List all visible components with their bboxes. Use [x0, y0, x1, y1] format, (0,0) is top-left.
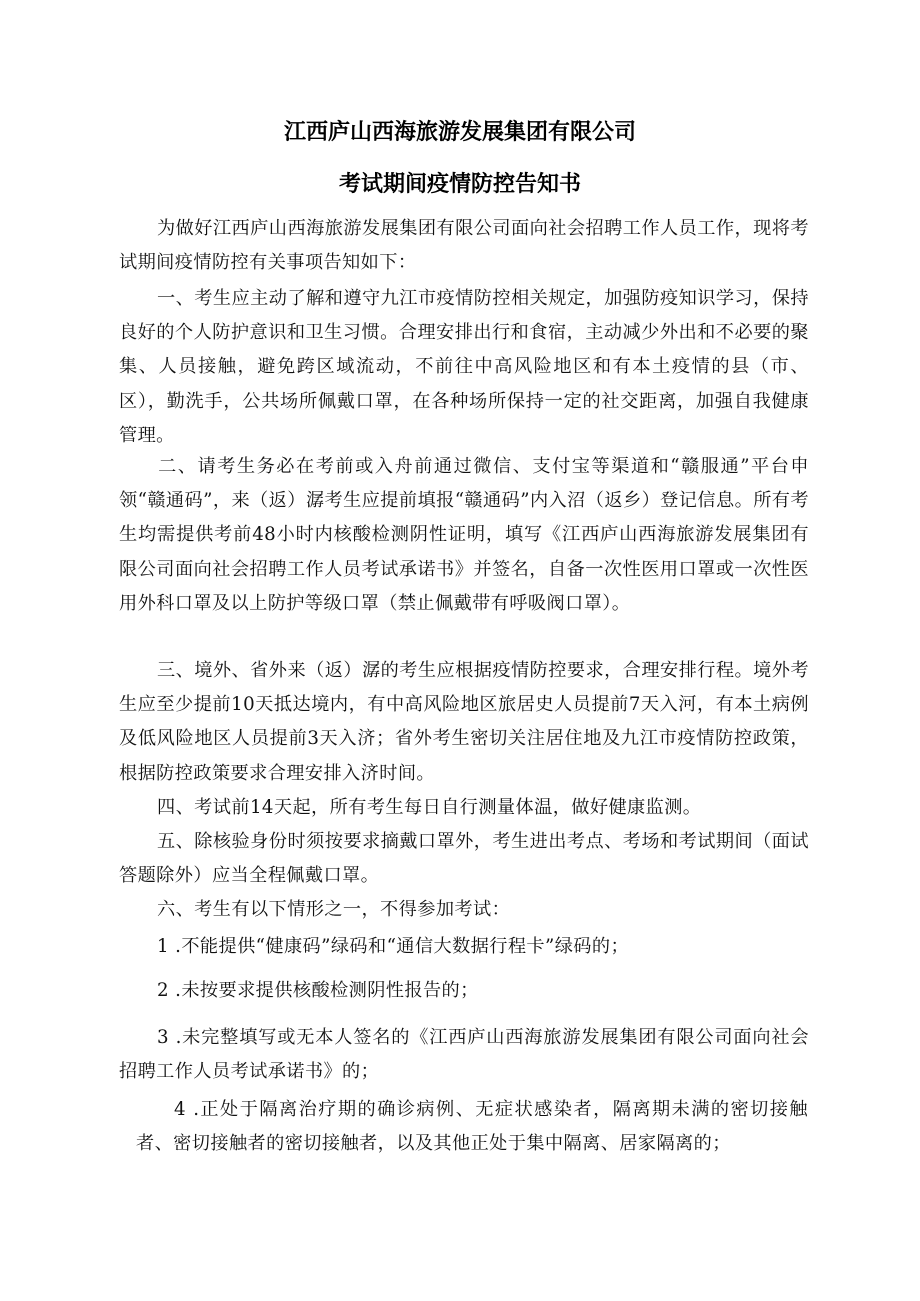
- paragraph-2: 二、请考生务必在考前或入舟前通过微信、支付宝等渠道和“赣服通”平台申领“赣通码”，来（返）潺考生应提前填报“赣通码”内入沼（返乡）登记信息。所有考生均需提供考前48小时内核酸检测阴性证明，填写《江西庐山西海旅游发展集团有限公司面向社会招聘工作人员考试承诺书》并签名，自备一次性医用口罩或一次性医用外科口罩及以上防护等级口罩（禁止佩戴带有呼吸阀口罩）。: [119, 456, 809, 614]
- paragraph-3: 三、境外、省外来（返）潺的考生应根据疫情防控要求，合理安排行程。境外考生应至少提前10天抵达境内，有中高风险地区旅居史人员提前7天入河，有本土病例及低风险地区人员提前3天入济；省外考生密切关注居住地及九江市疫情防控政策，根据防控政策要求合理安排入济时间。: [119, 660, 809, 784]
- list-item-1: 1 .不能提供“健康码”绿码和“通信大数据行程卡”绿码的；: [157, 936, 630, 957]
- paragraph-5: 五、除核验身份时须按要求摘戴口罩外，考生进出考点、考场和考试期间（面试答题除外）应当全程佩戴口罩。: [119, 831, 809, 887]
- paragraph-1: 一、考生应主动了解和遵守九江市疫情防控相关规定，加强防疫知识学习，保持良好的个人防护意识和卫生习惯。合理安排出行和食宿，主动减少外出和不必要的聚集、人员接触，避免跨区域流动，不前往中高风险地区和有本土疫情的县（市、区），勤洗手，公共场所佩戴口罩，在各种场所保持一定的社交距离，加强自我健康管理。: [119, 288, 809, 446]
- list-item-4: 4 .正处于隔离治疗期的确诊病例、无症状感染者，隔离期未满的密切接触者、密切接触者的密切接触者，以及其他正处于集中隔离、居家隔离的；: [136, 1099, 808, 1155]
- document-title: 江西庐山西海旅游发展集团有限公司: [283, 120, 636, 145]
- paragraph-6: 六、考生有以下情形之一，不得参加考试：: [157, 899, 511, 920]
- list-item-3: 3 .未完整填写或无本人签名的《江西庐山西海旅游发展集团有限公司面向社会招聘工作人员考试承诺书》的；: [119, 1027, 809, 1083]
- list-item-2: 2 .未按要求提供核酸检测阴性报告的；: [157, 980, 479, 1001]
- intro-paragraph: 为做好江西庐山西海旅游发展集团有限公司面向社会招聘工作人员工作，现将考试期间疫情防控有关事项告知如下：: [119, 218, 809, 274]
- paragraph-4: 四、考试前14天起，所有考生每日自行测量体温，做好健康监测。: [157, 797, 702, 818]
- document-subtitle: 考试期间疫情防控告知书: [338, 172, 581, 197]
